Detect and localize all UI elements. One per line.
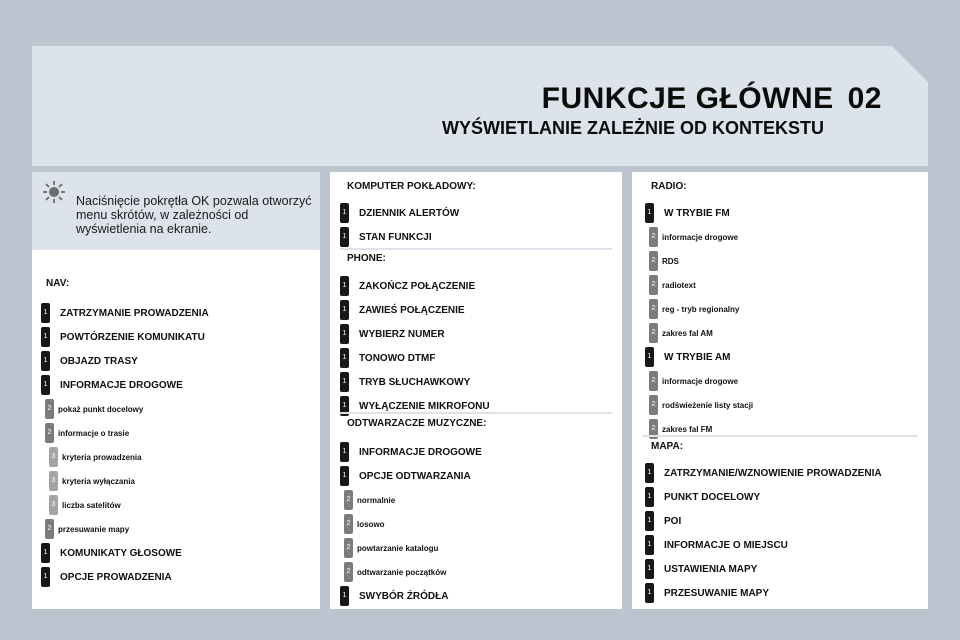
- chapter-number: 02: [847, 82, 882, 115]
- level-badge: 1: [340, 203, 349, 223]
- level-badge: 1: [645, 463, 654, 483]
- nav-heading: NAV:: [46, 278, 70, 289]
- menu-item-label: INFORMACJE DROGOWE: [359, 447, 482, 458]
- menu-item-label: informacje o trasie: [58, 429, 130, 438]
- divider: [340, 412, 612, 414]
- level-badge: 2: [649, 371, 658, 391]
- computer-heading: KOMPUTER POKŁADOWY:: [347, 181, 476, 192]
- level-badge: 3: [49, 471, 58, 491]
- menu-item-label: USTAWIENIA MAPY: [664, 564, 758, 575]
- menu-item-label: rodświeżenie listy stacji: [662, 401, 754, 410]
- level-badge: 2: [45, 423, 54, 443]
- menu-item-label: informacje drogowe: [662, 377, 739, 386]
- level-badge: 1: [340, 466, 349, 486]
- level-badge: 1: [645, 535, 654, 555]
- level-badge: 2: [344, 562, 353, 582]
- menu-item-label: OPCJE PROWADZENIA: [60, 572, 172, 583]
- menu-item-label: ZAWIEŚ POŁĄCZENIE: [359, 305, 465, 316]
- level-badge: 3: [49, 495, 58, 515]
- level-badge: 1: [645, 559, 654, 579]
- menu-item-label: INFORMACJE DROGOWE: [60, 380, 183, 391]
- menu-item-label: losowo: [357, 520, 385, 529]
- menu-item-label: PUNKT DOCELOWY: [664, 492, 761, 503]
- menu-item-label: przesuwanie mapy: [58, 525, 130, 534]
- level-badge: 1: [340, 372, 349, 392]
- phone-heading: PHONE:: [347, 253, 386, 264]
- level-badge: 2: [649, 251, 658, 271]
- divider: [642, 435, 918, 437]
- menu-item-label: W TRYBIE FM: [664, 208, 730, 219]
- menu-item-label: POI: [664, 516, 682, 527]
- level-badge: 2: [649, 323, 658, 343]
- menu-item-label: radiotext: [662, 281, 696, 290]
- menu-item-label: PRZESUWANIE MAPY: [664, 588, 770, 599]
- menu-item-label: RDS: [662, 257, 679, 266]
- menu-item-label: odtwarzanie początków: [357, 568, 447, 577]
- level-badge: 1: [340, 276, 349, 296]
- level-badge: 1: [645, 487, 654, 507]
- level-badge: 2: [649, 299, 658, 319]
- menu-item-label: kryteria wyłączania: [62, 477, 135, 486]
- menu-item-label: ZAKOŃCZ POŁĄCZENIE: [359, 281, 476, 292]
- map-heading: MAPA:: [651, 441, 684, 452]
- menu-item-label: zakres fal AM: [662, 329, 713, 338]
- menu-item-label: powtarzanie katalogu: [357, 544, 439, 553]
- menu-item-label: pokaż punkt docelowy: [58, 405, 144, 414]
- menu-item-label: reg - tryb regionalny: [662, 305, 740, 314]
- menu-item-label: INFORMACJE O MIEJSCU: [664, 540, 788, 551]
- menu-item-label: SWYBÓR ŹRÓDŁA: [359, 591, 449, 602]
- menu-item-label: informacje drogowe: [662, 233, 739, 242]
- menu-item-label: TONOWO DTMF: [359, 353, 436, 364]
- level-badge: 1: [41, 327, 50, 347]
- level-badge: 2: [45, 519, 54, 539]
- level-badge: 1: [340, 300, 349, 320]
- level-badge: 1: [41, 567, 50, 587]
- panel-computer-phone-music: [330, 172, 622, 609]
- menu-item-label: KOMUNIKATY GŁOSOWE: [60, 548, 182, 559]
- menu-item-label: kryteria prowadzenia: [62, 453, 142, 462]
- level-badge: 1: [41, 303, 50, 323]
- menu-item-label: POWTÓRZENIE KOMUNIKATU: [60, 332, 205, 343]
- level-badge: 1: [645, 511, 654, 531]
- level-badge: 1: [340, 348, 349, 368]
- info-box: [32, 172, 320, 250]
- info-text: Naciśnięcie pokrętła OK pozwala otworzyć menu skrótów, w zależności od wyświetlenia na ekranie.: [76, 194, 312, 236]
- level-badge: 1: [340, 227, 349, 247]
- menu-item-label: WYBIERZ NUMER: [359, 329, 445, 340]
- menu-item-label: zakres fal FM: [662, 425, 713, 434]
- level-badge: 1: [340, 586, 349, 606]
- menu-item-label: DZIENNIK ALERTÓW: [359, 208, 460, 219]
- level-badge: 2: [344, 514, 353, 534]
- title-text: FUNKCJE GŁÓWNE: [541, 82, 834, 115]
- menu-item-label: liczba satelitów: [62, 501, 121, 510]
- menu-item-label: TRYB SŁUCHAWKOWY: [359, 377, 471, 388]
- menu-item-label: ZATRZYMANIE/WZNOWIENIE PROWADZENIA: [664, 468, 882, 479]
- level-badge: 2: [344, 490, 353, 510]
- page-subtitle: WYŚWIETLANIE ZALEŻNIE OD KONTEKSTU: [442, 118, 824, 138]
- panel-radio-map: [632, 172, 928, 609]
- sun-icon: [42, 180, 66, 204]
- menu-item-label: STAN FUNKCJI: [359, 232, 432, 243]
- level-badge: 2: [344, 538, 353, 558]
- level-badge: 3: [49, 447, 58, 467]
- level-badge: 1: [645, 203, 654, 223]
- level-badge: 1: [340, 442, 349, 462]
- level-badge: 1: [41, 543, 50, 563]
- music-heading: ODTWARZACZE MUZYCZNE:: [347, 418, 487, 429]
- page-corner-fold: [892, 46, 928, 82]
- level-badge: 1: [41, 351, 50, 371]
- menu-item-label: normalnie: [357, 496, 396, 505]
- menu-item-label: WYŁĄCZENIE MIKROFONU: [359, 401, 490, 412]
- level-badge: 2: [649, 275, 658, 295]
- level-badge: 2: [649, 419, 658, 439]
- level-badge: 1: [340, 324, 349, 344]
- panel-nav: [32, 172, 320, 609]
- level-badge: 1: [645, 347, 654, 367]
- level-badge: 2: [649, 395, 658, 415]
- menu-item-label: OBJAZD TRASY: [60, 356, 138, 367]
- menu-item-label: W TRYBIE AM: [664, 352, 731, 363]
- level-badge: 1: [340, 396, 349, 416]
- level-badge: 2: [649, 227, 658, 247]
- level-badge: 1: [41, 375, 50, 395]
- level-badge: 1: [645, 583, 654, 603]
- menu-item-label: ZATRZYMANIE PROWADZENIA: [60, 308, 209, 319]
- radio-heading: RADIO:: [651, 181, 687, 192]
- divider: [340, 248, 612, 250]
- level-badge: 2: [45, 399, 54, 419]
- page-title: [542, 82, 882, 116]
- menu-item-label: OPCJE ODTWARZANIA: [359, 471, 471, 482]
